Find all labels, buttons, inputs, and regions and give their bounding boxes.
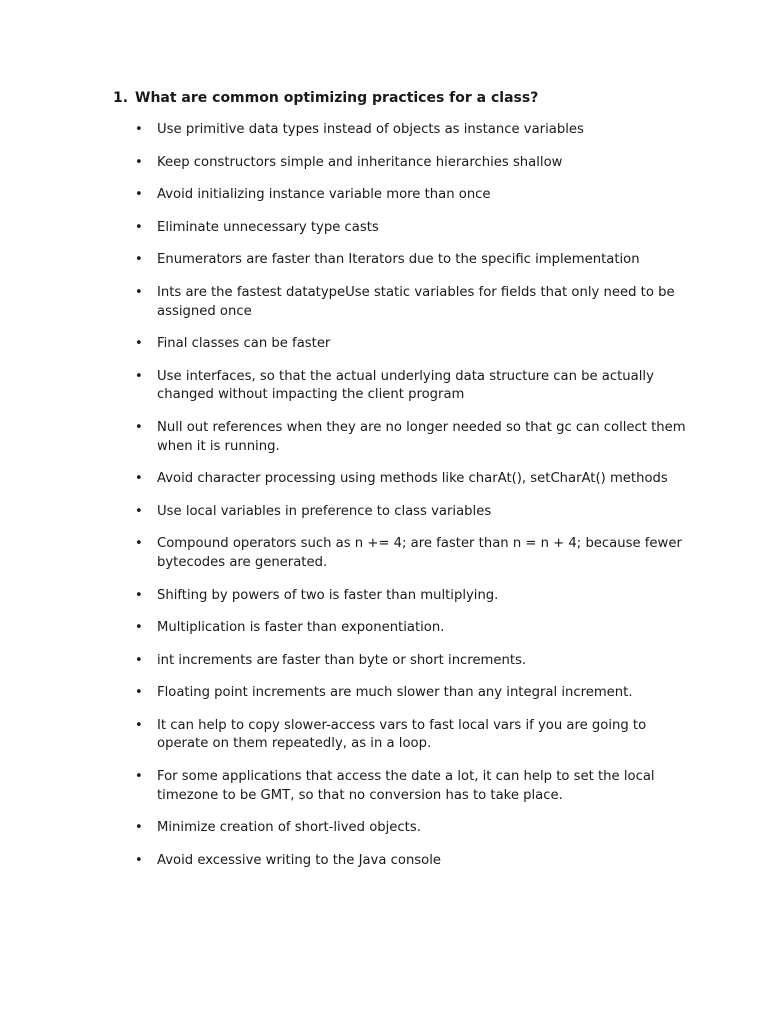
- list-item-text: Keep constructors simple and inheritance hierarchies shallow: [157, 154, 563, 170]
- bullet-icon: •: [135, 284, 143, 300]
- list-item-text: Use local variables in preference to class variables: [157, 503, 492, 519]
- list-item: [130, 470, 690, 489]
- list-item: [130, 684, 690, 703]
- list-item-text: Avoid initializing instance variable more than once: [157, 187, 491, 203]
- list-item: [130, 852, 690, 871]
- list-item-text: For some applications that access the date a lot, it can help to set the local timezone to be GMT, so that no conversion has to take place.: [157, 769, 655, 803]
- list-item: [130, 768, 690, 805]
- list-item: [130, 819, 690, 838]
- list-item-text: Avoid excessive writing to the Java console: [157, 852, 442, 868]
- list-item-text: Compound operators such as n += 4; are faster than n = n + 4; because fewer bytecodes are generated.: [157, 536, 682, 570]
- bullet-icon: •: [135, 122, 143, 137]
- bullet-icon: •: [135, 536, 143, 552]
- list-item: [130, 587, 690, 606]
- list-item: [130, 251, 690, 270]
- list-item-text: Use primitive data types instead of objects as instance variables: [157, 122, 584, 137]
- list-item-text: Enumerators are faster than Iterators due to the specific implementation: [157, 252, 640, 268]
- list-item-text: Eliminate unnecessary type casts: [157, 219, 379, 235]
- list-item: [130, 535, 690, 572]
- bullet-icon: •: [135, 852, 143, 868]
- question-number: 1.: [113, 90, 129, 106]
- list-item: [130, 186, 690, 205]
- bullet-icon: •: [135, 685, 143, 701]
- list-item: [130, 503, 690, 522]
- list-item: [130, 219, 690, 238]
- list-item-text: Minimize creation of short-lived objects.: [157, 820, 421, 836]
- list-item-text: Avoid character processing using methods like charAt(), setCharAt() methods: [157, 471, 668, 487]
- bullet-icon: •: [135, 336, 143, 352]
- list-item-text: Final classes can be faster: [157, 336, 331, 352]
- list-item: [130, 419, 690, 456]
- bullet-icon: •: [135, 717, 143, 733]
- list-item: [130, 717, 690, 754]
- bullet-icon: •: [135, 219, 143, 235]
- bullet-icon: •: [135, 652, 143, 668]
- list-item: [130, 652, 690, 671]
- list-item: [130, 335, 690, 354]
- bullet-icon: •: [135, 368, 143, 384]
- list-item-text: Multiplication is faster than exponentiation.: [157, 620, 445, 636]
- question-heading: [113, 88, 713, 108]
- list-item-text: Floating point increments are much slower than any integral increment.: [157, 685, 633, 701]
- bullet-icon: •: [135, 471, 143, 487]
- list-item-text: Shifting by powers of two is faster than multiplying.: [157, 587, 499, 603]
- list-item: [130, 154, 690, 173]
- bullet-icon: •: [135, 503, 143, 519]
- list-item: [130, 368, 690, 405]
- bullet-list: [130, 121, 690, 884]
- bullet-icon: •: [135, 187, 143, 203]
- list-item: [130, 619, 690, 638]
- bullet-icon: •: [135, 252, 143, 268]
- question-text: What are common optimizing practices for a class?: [135, 90, 539, 106]
- list-item-text: Null out references when they are no longer needed so that gc can collect them when it is running.: [157, 419, 686, 454]
- bullet-icon: •: [135, 587, 143, 603]
- list-item-text: Use interfaces, so that the actual underlying data structure can be actually changed without impacting the client program: [157, 368, 654, 403]
- bullet-icon: •: [135, 769, 143, 785]
- bullet-icon: •: [135, 620, 143, 636]
- bullet-icon: •: [135, 154, 143, 170]
- list-item-text: It can help to copy slower-access vars to fast local vars if you are going to operate on them repeatedly, as in a loop.: [157, 717, 647, 752]
- bullet-icon: •: [135, 419, 143, 435]
- list-item-text: Ints are the fastest datatypeUse static variables for fields that only need to be assigned once: [157, 284, 675, 319]
- list-item-text: int increments are faster than byte or short increments.: [157, 652, 527, 668]
- list-item: [130, 284, 690, 321]
- bullet-icon: •: [135, 820, 143, 836]
- list-item: [130, 121, 690, 140]
